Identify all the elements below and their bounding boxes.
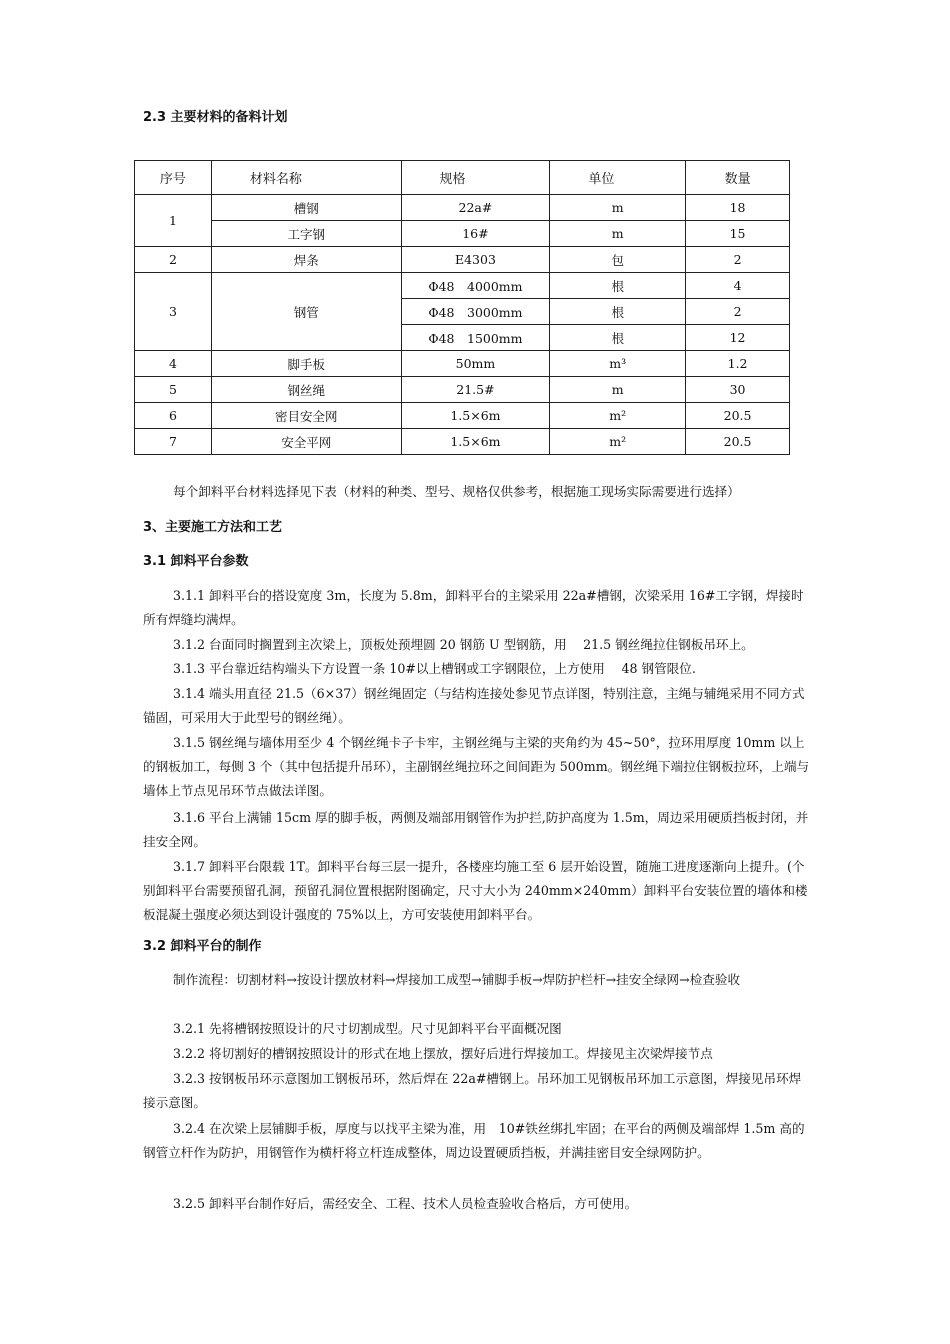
cell-spec: 16# [401, 221, 550, 247]
cell-spec: 1.5×6m [401, 429, 550, 455]
section-heading-3-1: 3.1 卸料平台参数 [143, 554, 249, 569]
cell-qty: 4 [686, 273, 790, 299]
table-row [135, 221, 790, 247]
header-name: 材料名称 [211, 161, 401, 195]
cell-unit: m² [550, 429, 686, 455]
table-row [135, 429, 790, 455]
paragraph-3-1-5: 3.1.5 钢丝绳与墙体用至少 4 个钢丝绳卡子卡牢，主钢丝绳与主梁的夹角约为 45~50°，拉环用厚度 10mm 以上的钢板加工，每侧 3 个（其中包括提升吊环），主副钢丝绳拉环之间间距为 500mm。钢丝绳下端拉住钢板拉环，上端与墙体上节点见吊环节点做法详图。 [143, 735, 810, 798]
materials-table [134, 160, 790, 455]
cell-spec: E4303 [401, 247, 550, 273]
paragraph-3-1-6: 3.1.6 平台上满铺 15cm 厚的脚手板，两侧及端部用钢管作为护拦,防护高度为 1.5m，周边采用硬质挡板封闭，并挂安全网。 [143, 810, 809, 849]
cell-qty: 12 [686, 325, 790, 351]
cell-name: 密目安全网 [211, 403, 401, 429]
cell-no: 2 [135, 247, 212, 273]
cell-name: 脚手板 [211, 351, 401, 377]
cell-name: 槽钢 [211, 195, 401, 221]
cell-spec: 1.5×6m [401, 403, 550, 429]
paragraph-3-2-5: 3.2.5 卸料平台制作好后，需经安全、工程、技术人员检查验收合格后，方可使用。 [173, 1196, 638, 1211]
section-heading-3-2: 3.2 卸料平台的制作 [143, 939, 262, 954]
cell-qty: 30 [686, 377, 790, 403]
cell-spec: 50mm [401, 351, 550, 377]
cell-no: 6 [135, 403, 212, 429]
header-spec: 规格 [401, 161, 550, 195]
section-heading-3: 3、主要施工方法和工艺 [143, 520, 283, 535]
cell-spec: Φ48 4000mm [401, 273, 550, 299]
cell-no: 5 [135, 377, 212, 403]
cell-unit: m² [550, 403, 686, 429]
paragraph-3-1-4: 3.1.4 端头用直径 21.5（6×37）钢丝绳固定（与结构连接处参见节点详图，特别注意，主绳与辅绳采用不同方式锚固，可采用大于此型号的钢丝绳）。 [143, 686, 805, 725]
cell-unit: 包 [550, 247, 686, 273]
cell-spec: 22a# [401, 195, 550, 221]
cell-unit: 根 [550, 273, 686, 299]
paragraph-3-2-4: 3.2.4 在次梁上层铺脚手板，厚度与以找平主梁为准，用 10#铁丝绑扎牢固；在平台的两侧及端部焊 1.5m 高的钢管立杆作为防护，用钢管作为横杆将立杆连成整体，周边设置硬质挡板，并满挂密目安全绿网防护。 [143, 1121, 805, 1160]
header-unit: 单位 [550, 161, 686, 195]
cell-unit: 根 [550, 299, 686, 325]
cell-qty: 1.2 [686, 351, 790, 377]
header-qty: 数量 [686, 161, 790, 195]
table-note: 每个卸料平台材料选择见下表（材料的种类、型号、规格仅供参考，根据施工现场实际需要进行选择） [173, 484, 740, 499]
table-row [135, 377, 790, 403]
cell-qty: 20.5 [686, 429, 790, 455]
section-heading-2-3: 2.3 主要材料的备料计划 [143, 110, 288, 125]
paragraph-3-1-2: 3.1.2 台面同时搁置到主次梁上，顶板处预埋圆 20 钢筋 U 型钢筋，用 21.5 钢丝绳拉住钢板吊环上。 [173, 637, 754, 652]
table-row [135, 195, 790, 221]
paragraph-3-1-7: 3.1.7 卸料平台限载 1T。卸料平台每三层一提升，各楼座均施工至 6 层开始设置，随施工进度逐渐向上提升。(个别卸料平台需要预留孔洞，预留孔洞位置根据附图确定，尺寸大小为 240mm×240mm）卸料平台安装位置的墙体和楼板混凝土强度必须达到设计强度的 75%以上，方可安装使用卸料平台。 [143, 859, 808, 922]
cell-name: 安全平网 [211, 429, 401, 455]
cell-qty: 20.5 [686, 403, 790, 429]
cell-qty: 2 [686, 299, 790, 325]
cell-unit: m [550, 377, 686, 403]
cell-no: 7 [135, 429, 212, 455]
cell-name: 钢管 [211, 273, 401, 351]
cell-qty: 15 [686, 221, 790, 247]
cell-no: 3 [135, 273, 212, 351]
table-row [135, 247, 790, 273]
paragraph-3-1-3: 3.1.3 平台靠近结构端头下方设置一条 10#以上槽钢或工字钢限位，上方使用 48 钢管限位. [173, 661, 696, 676]
table-row [135, 273, 790, 299]
cell-spec: Φ48 3000mm [401, 299, 550, 325]
paragraph-3-2-2: 3.2.2 将切割好的槽钢按照设计的形式在地上摆放，摆好后进行焊接加工。焊接见主次梁焊接节点 [173, 1046, 713, 1061]
paragraph-flow: 制作流程：切割材料→按设计摆放材料→焊接加工成型→铺脚手板→焊防护栏杆→挂安全绿网→检查验收 [173, 972, 741, 987]
header-no: 序号 [135, 161, 212, 195]
cell-qty: 2 [686, 247, 790, 273]
table-row [135, 403, 790, 429]
cell-no: 1 [135, 195, 212, 247]
paragraph-3-1-1: 3.1.1 卸料平台的搭设宽度 3m，长度为 5.8m，卸料平台的主梁采用 22a#槽钢，次梁采用 16#工字钢，焊接时所有焊缝均满焊。 [143, 588, 804, 627]
cell-qty: 18 [686, 195, 790, 221]
cell-unit: m³ [550, 351, 686, 377]
table-row [135, 351, 790, 377]
table-header-row [135, 161, 790, 195]
cell-spec: 21.5# [401, 377, 550, 403]
cell-name: 焊条 [211, 247, 401, 273]
paragraph-3-2-1: 3.2.1 先将槽钢按照设计的尺寸切割成型。尺寸见卸料平台平面概况图 [173, 1021, 562, 1036]
cell-no: 4 [135, 351, 212, 377]
cell-unit: m [550, 221, 686, 247]
cell-unit: m [550, 195, 686, 221]
paragraph-3-2-3: 3.2.3 按钢板吊环示意图加工钢板吊环，然后焊在 22a#槽钢上。吊环加工见钢板吊环加工示意图，焊接见吊环焊接示意图。 [143, 1071, 802, 1110]
cell-name: 钢丝绳 [211, 377, 401, 403]
cell-spec: Φ48 1500mm [401, 325, 550, 351]
cell-name: 工字钢 [211, 221, 401, 247]
cell-unit: 根 [550, 325, 686, 351]
